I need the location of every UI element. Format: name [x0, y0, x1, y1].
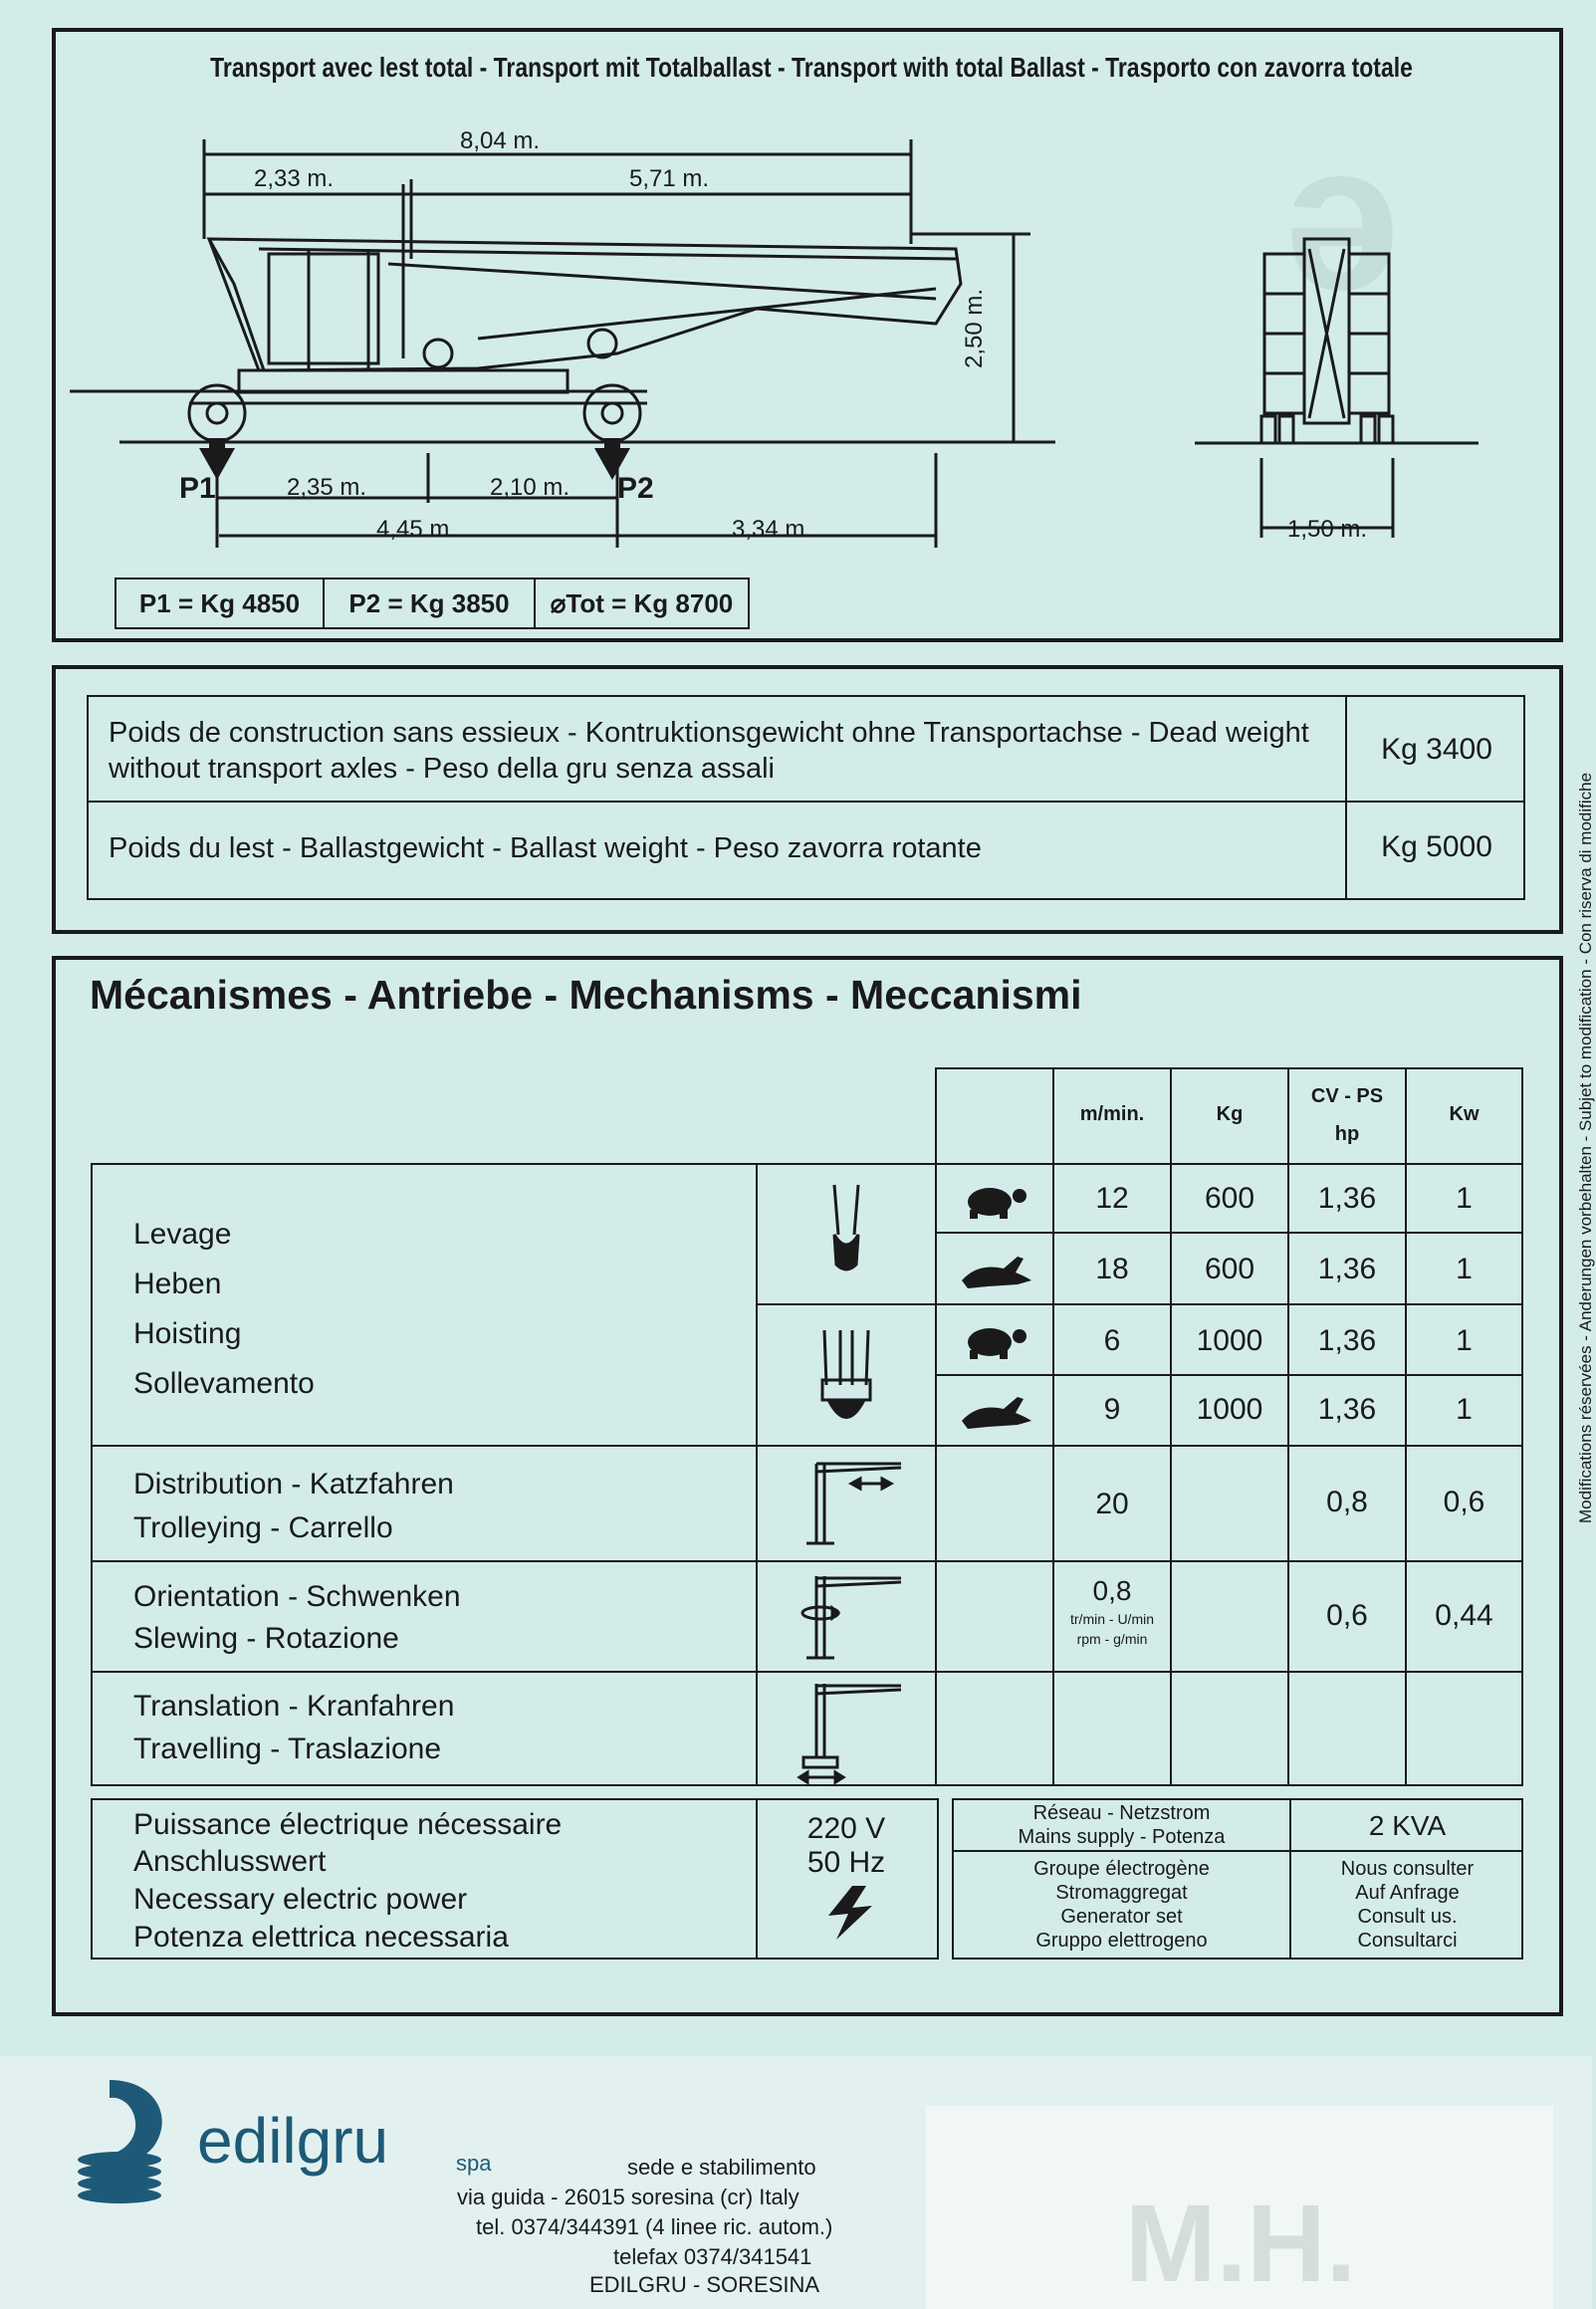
double-hook-icon: [814, 1330, 878, 1435]
trolley-crane-icon: [797, 1454, 906, 1553]
hoisting-label-it: Sollevamento: [133, 1367, 315, 1400]
mains-label-1: Réseau - Netzstrom: [1032, 1802, 1211, 1824]
brand-suffix: spa: [456, 2151, 492, 2176]
load-p1: P1 = Kg 4850: [116, 579, 325, 627]
turtle-icon: [958, 1180, 1035, 1220]
hoist-1-cv: 1,36: [1317, 1182, 1377, 1215]
hoist-2-load: 600: [1204, 1253, 1255, 1285]
brand-name: edilgru: [197, 2105, 389, 2177]
hoist-1-kw: 1: [1456, 1182, 1473, 1215]
dim-overall: 8,04 m.: [460, 127, 541, 154]
slewing-label-1: Orientation - Schwenken: [133, 1580, 461, 1613]
dead-weight-label: Poids de construction sans essieux - Kontruktionsgewicht ohne Transportachse - Dead weight without transport axles - Peso della gru senza assali: [109, 717, 1309, 785]
lightning-icon: [822, 1884, 878, 1942]
generator-value-3: Consult us.: [1357, 1906, 1458, 1928]
slewing-cv: 0,6: [1326, 1599, 1368, 1632]
hoist-row-2: [936, 1233, 1522, 1304]
slewing-unit-2: rpm - g/min: [1076, 1631, 1148, 1647]
header-cv: CV - PS: [1310, 1085, 1384, 1107]
turtle-icon: [958, 1320, 1035, 1360]
p1-label: P1: [179, 472, 216, 505]
generator-value-4: Consultarci: [1357, 1930, 1458, 1952]
travelling-label-1: Translation - Kranfahren: [133, 1690, 455, 1723]
address-line-1: sede e stabilimento: [627, 2155, 816, 2180]
hoist-2-speed: 18: [1095, 1253, 1129, 1285]
load-total: ⌀Tot = Kg 8700: [550, 588, 734, 618]
header-hp: hp: [1334, 1123, 1360, 1145]
header-load: Kg: [1216, 1103, 1244, 1125]
generator-label-2: Stromaggregat: [1055, 1882, 1188, 1904]
power-frequency: 50 Hz: [806, 1846, 886, 1879]
slewing-speed: 0,8: [1092, 1575, 1132, 1606]
hoist-1-speed: 12: [1095, 1182, 1129, 1215]
trolley-speed: 20: [1095, 1488, 1129, 1520]
ballast-weight-label: Poids du lest - Ballastgewicht - Ballast weight - Peso zavorra rotante: [109, 832, 982, 864]
slewing-crane-icon: [797, 1568, 906, 1668]
header-kw: Kw: [1449, 1103, 1480, 1125]
dim-p1-b: 2,10 m.: [490, 474, 570, 501]
hare-icon: [958, 1251, 1035, 1290]
power-label-fr: Puissance électrique nécessaire: [133, 1808, 563, 1841]
hoist-4-cv: 1,36: [1317, 1393, 1377, 1426]
dim-p1-a: 2,35 m.: [287, 474, 367, 501]
dim-height: 2,50 m.: [961, 288, 988, 368]
address-line-3: tel. 0374/344391 (4 linee ric. autom.): [476, 2214, 833, 2239]
trolleying-label-1: Distribution - Katzfahren: [133, 1468, 454, 1501]
dim-front: 2,33 m.: [254, 165, 335, 192]
single-hook-icon: [816, 1185, 876, 1284]
hoist-3-cv: 1,36: [1317, 1324, 1377, 1357]
hoist-row-1: [936, 1164, 1522, 1233]
trolley-cv: 0,8: [1326, 1486, 1368, 1518]
transport-title: Transport avec lest total - Transport mit Totalballast - Transport with total Ballast - Trasporto con zavorra totale: [210, 52, 1413, 83]
hoist-3-load: 1000: [1196, 1324, 1263, 1357]
travelling-label-2: Travelling - Traslazione: [133, 1732, 442, 1765]
hoist-4-load: 1000: [1196, 1393, 1263, 1426]
address-line-2: via guida - 26015 soresina (cr) Italy: [457, 2185, 799, 2209]
generator-value-2: Auf Anfrage: [1355, 1882, 1460, 1904]
generator-value-1: Nous consulter: [1340, 1858, 1475, 1880]
hoist-3-kw: 1: [1456, 1324, 1473, 1357]
slewing-label-2: Slewing - Rotazione: [133, 1622, 399, 1655]
hoist-4-speed: 9: [1103, 1393, 1121, 1426]
modification-note: Modifications réservées - Anderungen vorbehalten - Subjet to modification - Con riserva di modifiche: [1576, 772, 1595, 1523]
dead-weight-value: Kg 3400: [1381, 733, 1492, 766]
hare-icon: [958, 1391, 1035, 1431]
slewing-unit-1: tr/min - U/min: [1070, 1611, 1154, 1627]
address-line-5: EDILGRU - SORESINA: [589, 2272, 820, 2297]
trolley-kw: 0,6: [1443, 1486, 1485, 1518]
generator-label-3: Generator set: [1060, 1906, 1183, 1928]
ghost-model-text: M.H.: [1125, 2183, 1357, 2305]
hoist-row-3: [936, 1304, 1522, 1375]
hoist-row-4: [936, 1375, 1522, 1446]
load-p2: P2 = Kg 3850: [325, 579, 536, 627]
dim-axle: 4,45 m.: [376, 516, 457, 543]
travelling-crane-icon: [792, 1676, 906, 1783]
power-label-de: Anschlusswert: [133, 1845, 327, 1878]
dim-width: 1,50 m.: [1287, 516, 1368, 543]
power-label-en: Necessary electric power: [133, 1883, 468, 1916]
mains-value: 2 KVA: [1368, 1810, 1447, 1841]
ballast-weight-value: Kg 5000: [1381, 830, 1492, 863]
hoist-2-kw: 1: [1456, 1253, 1473, 1285]
trolleying-label-2: Trolleying - Carrello: [133, 1511, 393, 1544]
hoisting-label-de: Heben: [133, 1268, 222, 1300]
hoisting-label-en: Hoisting: [133, 1317, 242, 1350]
generator-label-1: Groupe électrogène: [1033, 1858, 1210, 1880]
slewing-kw: 0,44: [1435, 1599, 1493, 1632]
address-line-4: telefax 0374/341541: [613, 2244, 812, 2269]
generator-label-4: Gruppo elettrogeno: [1035, 1930, 1208, 1952]
power-voltage: 220 V: [806, 1812, 886, 1845]
dim-overhang: 3,34 m.: [732, 516, 812, 543]
hoist-1-load: 600: [1204, 1182, 1255, 1215]
mechanisms-title: Mécanismes - Antriebe - Mechanisms - Meccanismi: [90, 972, 1082, 1018]
mains-label-2: Mains supply - Potenza: [1018, 1826, 1226, 1848]
hoist-4-kw: 1: [1456, 1393, 1473, 1426]
power-label-it: Potenza elettrica necessaria: [133, 1921, 509, 1954]
header-speed: m/min.: [1079, 1103, 1145, 1125]
edilgru-logo-icon: [70, 2076, 179, 2205]
hoisting-label-fr: Levage: [133, 1218, 232, 1251]
hoist-3-speed: 6: [1103, 1324, 1121, 1357]
dim-rear: 5,71 m.: [629, 165, 710, 192]
p2-label: P2: [617, 472, 654, 505]
hoist-2-cv: 1,36: [1317, 1253, 1377, 1285]
